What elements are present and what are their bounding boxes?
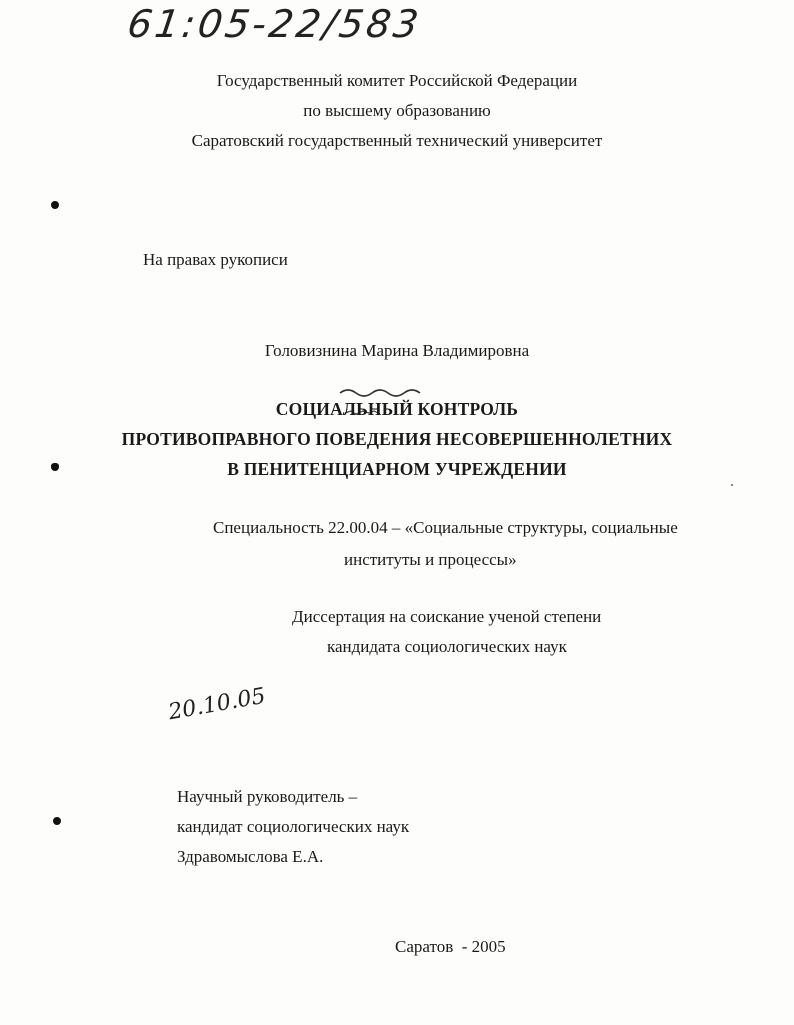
- title-line-3: В ПЕНИТЕНЦИАРНОМ УЧРЕЖДЕНИИ: [227, 459, 567, 479]
- footer-city-year: Саратов - 2005: [395, 937, 506, 956]
- header-university: Саратовский государственный технический университет: [191, 131, 603, 150]
- title-line-1: СОЦИАЛЬНЫЙ КОНТРОЛЬ: [275, 399, 519, 419]
- specialty-line-2: институты и процессы»: [344, 550, 517, 569]
- supervisor-line-2: кандидат социологических наук: [177, 817, 410, 836]
- dissertation-line-2: кандидата социологических наук: [327, 637, 567, 656]
- supervisor-line-1: Научный руководитель –: [177, 787, 358, 806]
- handwritten-initials: 20.10.05: [166, 683, 268, 726]
- margin-dot-2: [51, 463, 59, 471]
- author-name: Головизнина Марина Владимировна: [264, 341, 530, 360]
- header-committee: Государственный комитет Российской Федерации: [216, 71, 578, 90]
- manuscript-note: На правах рукописи: [143, 250, 288, 269]
- margin-dot-3: [53, 817, 61, 825]
- speck: [731, 484, 733, 486]
- header-higher-education: по высшему образованию: [303, 101, 491, 120]
- handwritten-archive-number: 61:05-22/583: [124, 2, 425, 46]
- dissertation-line-1: Диссертация на соискание ученой степени: [292, 607, 602, 626]
- title-line-2: ПРОТИВОПРАВНОГО ПОВЕДЕНИЯ НЕСОВЕРШЕННОЛЕТНИХ: [121, 429, 673, 449]
- margin-dot-1: [51, 201, 59, 209]
- supervisor-line-3: Здравомыслова Е.А.: [177, 847, 324, 866]
- specialty-line-1: Специальность 22.00.04 – «Социальные структуры, социальные: [213, 518, 678, 537]
